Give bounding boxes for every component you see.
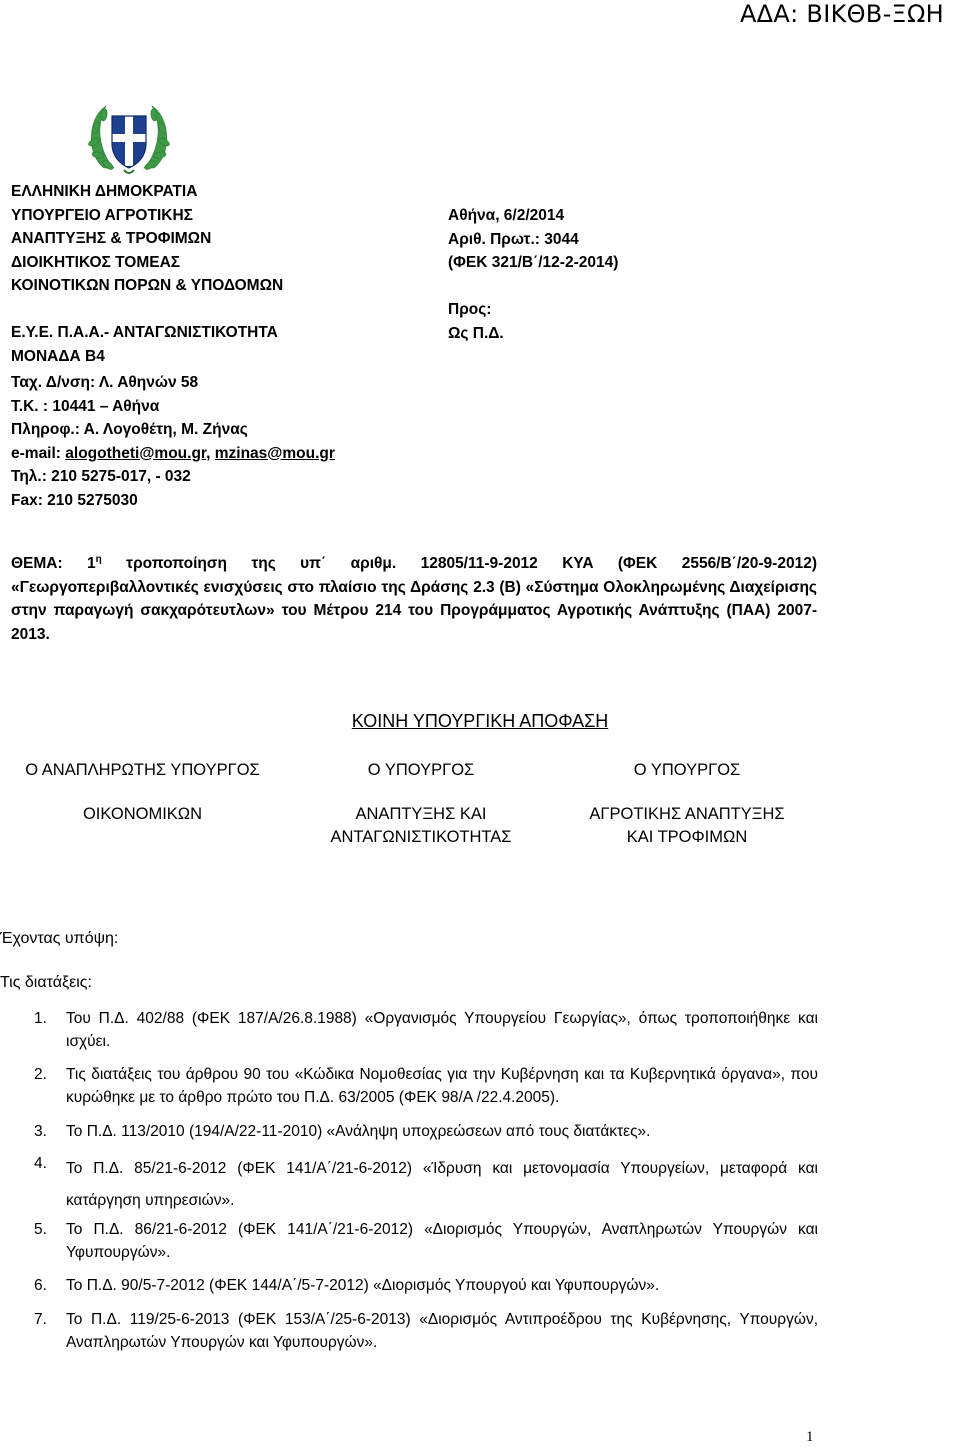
phone: Τηλ.: 210 5275-017, - 032 xyxy=(11,468,191,485)
protocol-number: Αριθ. Πρωτ.: 3044 xyxy=(448,230,579,248)
postal-code: Τ.Κ. : 10441 – Αθήνα xyxy=(11,397,160,415)
page-number: 1 xyxy=(806,1429,814,1445)
sender-line: ΑΝΑΠΤΥΞΗΣ & ΤΡΟΦΙΜΩΝ xyxy=(11,230,212,247)
address: Ταχ. Δ/νση: Λ. Αθηνών 58 xyxy=(11,374,199,391)
provision-number: 5. xyxy=(34,1221,47,1238)
provision-text: Τις διατάξεις του άρθρου 90 του «Κώδικα Νομοθεσίας για την Κυβέρνηση και τα Κυβερνητικά όργανα», που κυρώθηκε με το άρθρο πρώτο του Π.Δ. 63/2005 (ΦΕΚ 98/Α /22.4.2005). xyxy=(66,1066,818,1106)
ministry-name: ΟΙΚΟΝΟΜΙΚΩΝ xyxy=(82,805,203,823)
email-link-2[interactable]: mzinas@mou.gr xyxy=(214,444,335,462)
fek-reference: (ΦΕΚ 321/Β΄/12-2-2014) xyxy=(448,254,619,271)
email-separator: , xyxy=(206,444,215,462)
provision-text: Το Π.Δ. 85/21-6-2012 (ΦΕΚ 141/Α΄/21-6-2012) «Ίδρυση και μετονομασία Υπουργείων, μεταφορά και κατάργηση υπηρεσιών». xyxy=(66,1160,818,1209)
meta-block xyxy=(448,204,618,345)
provision-text: Το Π.Δ. 90/5-7-2012 (ΦΕΚ 144/Α΄/5-7-2012) «Διορισμός Υπουργού και Υφυπουργών». xyxy=(66,1277,660,1294)
sender-line: ΥΠΟΥΡΓΕΙΟ ΑΓΡΟΤΙΚΗΣ xyxy=(11,206,193,224)
to-label: Προς: xyxy=(448,301,492,318)
considering-label: Έχοντας υπόψη: xyxy=(0,930,119,947)
info-contact: Πληροφ.: Α. Λογοθέτη, Μ. Ζήνας xyxy=(11,421,248,438)
minister-role: Ο ΑΝΑΠΛΗΡΩΤΗΣ ΥΠΟΥΡΓΟΣ xyxy=(25,761,260,779)
email-line xyxy=(11,442,335,466)
sender-line: ΔΙΟΙΚΗΤΙΚΟΣ ΤΟΜΕΑΣ xyxy=(11,253,181,271)
provision-number: 6. xyxy=(34,1277,47,1294)
sender-block xyxy=(11,180,335,512)
provision-number: 2. xyxy=(34,1066,47,1083)
sender-line: ΜΟΝΑΔΑ Β4 xyxy=(11,347,105,365)
provision-text: Το Π.Δ. 119/25-6-2013 (ΦΕΚ 153/Α΄/25-6-2013) «Διορισμός Αντιπροέδρου της Κυβέρνησης, Υπουργών, Αναπληρωτών Υπουργών και Υφυπουργών». xyxy=(66,1311,818,1351)
provision-number: 7. xyxy=(34,1311,47,1328)
date: Αθήνα, 6/2/2014 xyxy=(448,207,565,224)
ada-label: ΑΔΑ: ΒΙΚΘΒ-ΞΩΗ xyxy=(739,0,944,28)
email-label: e-mail: xyxy=(11,444,66,462)
minister-role: Ο ΥΠΟΥΡΓΟΣ xyxy=(633,761,741,779)
provision-number: 1. xyxy=(34,1010,47,1027)
state-emblem-icon xyxy=(84,98,174,180)
subject-paragraph xyxy=(11,548,817,646)
blank-line xyxy=(448,275,618,299)
provision-text: Το Π.Δ. 86/21-6-2012 (ΦΕΚ 141/Α΄/21-6-2012) «Διορισμός Υπουργών, Αναπληρωτών Υπουργών και Υφυπουργών». xyxy=(66,1221,818,1261)
provision-text: Του Π.Δ. 402/88 (ΦΕΚ 187/Α/26.8.1988) «Οργανισμός Υπουργείου Γεωργίας», όπως τροποποιήθηκε και ισχύει. xyxy=(66,1010,818,1050)
subject-label: ΘΕΜΑ: 1 xyxy=(11,555,96,573)
fax: Fax: 210 5275030 xyxy=(11,491,138,509)
subject-text: τροποποίηση της υπ΄ αριθμ. 12805/11-9-2012 ΚΥΑ (ΦΕΚ 2556/Β΄/20-9-2012) «Γεωργοπεριβαλλοντικές ενισχύσεις στο πλαίσιο της Δράσης 2.3 (Β) «Σύστημα Ολοκληρωμένης Διαχείρισης στην παραγωγή σακχαρότευτλων» του Μέτρου 214 του Προγράμματος Αγροτικής Ανάπτυξης (ΠΑΑ) 2007-2013. xyxy=(11,555,817,643)
provision-number: 4. xyxy=(34,1155,47,1172)
subject-superscript: η xyxy=(95,554,102,565)
email-link-1[interactable]: alogotheti@mou.gr xyxy=(65,444,207,462)
sender-line: ΕΛΛΗΝΙΚΗ ΔΗΜΟΚΡΑΤΙΑ xyxy=(11,183,198,200)
ministry-name-line2: ΚΑΙ ΤΡΟΦΙΜΩΝ xyxy=(626,828,748,846)
sender-line-blank xyxy=(11,298,335,322)
ministry-name: ΑΓΡΟΤΙΚΗΣ ΑΝΑΠΤΥΞΗΣ xyxy=(589,805,785,823)
sender-line: Ε.Υ.Ε. Π.Α.Α.- ΑΝΤΑΓΩΝΙΣΤΙΚΟΤΗΤΑ xyxy=(11,324,278,341)
ministry-name: ΑΝΑΠΤΥΞΗΣ ΚΑΙ xyxy=(355,805,487,823)
provisions-label: Τις διατάξεις: xyxy=(0,974,92,991)
provision-text: Το Π.Δ. 113/2010 (194/Α/22-11-2010) «Ανάληψη υποχρεώσεων από τους διατάκτες». xyxy=(66,1123,651,1140)
decision-title: ΚΟΙΝΗ ΥΠΟΥΡΓΙΚΗ ΑΠΟΦΑΣΗ xyxy=(351,711,609,731)
minister-role: Ο ΥΠΟΥΡΓΟΣ xyxy=(367,761,475,779)
to-value: Ως Π.Δ. xyxy=(448,324,504,342)
provision-number: 3. xyxy=(34,1123,47,1140)
sender-line: ΚΟΙΝΟΤΙΚΩΝ ΠΟΡΩΝ & ΥΠΟΔΟΜΩΝ xyxy=(11,277,284,294)
ministry-name-line2: ΑΝΤΑΓΩΝΙΣΤΙΚΟΤΗΤΑΣ xyxy=(330,828,512,846)
